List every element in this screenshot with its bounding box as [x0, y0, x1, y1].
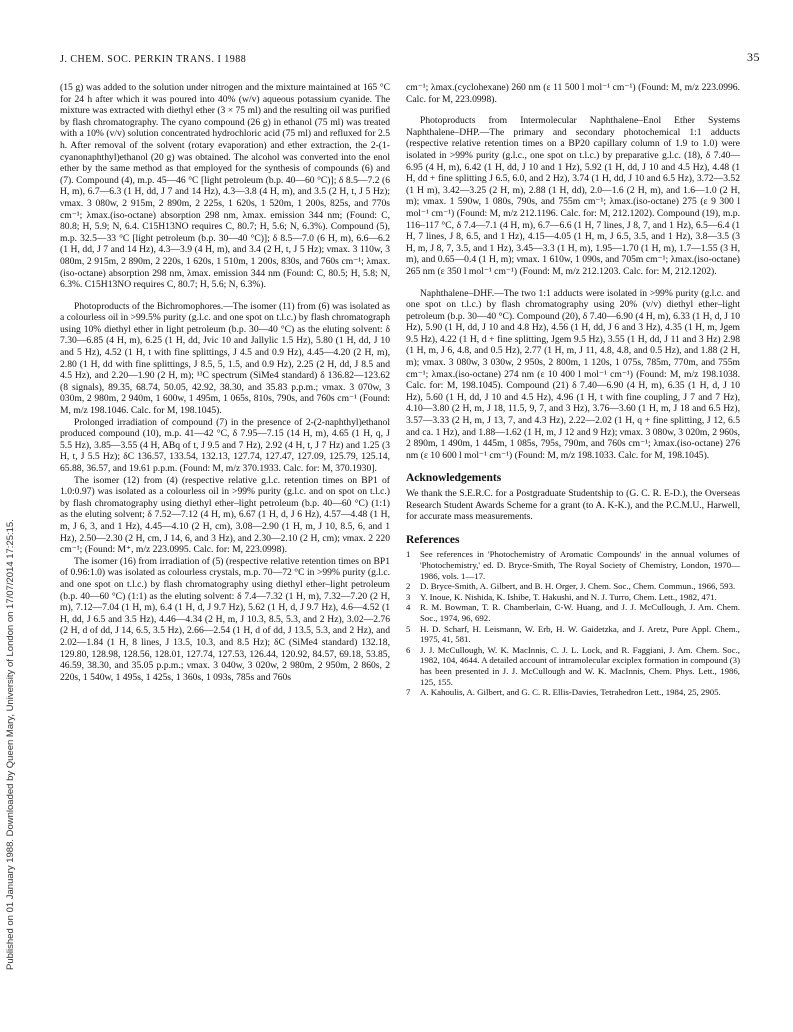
journal-name: J. CHEM. SOC. PERKIN TRANS. I 1988 [60, 54, 247, 65]
reference-text: D. Bryce-Smith, A. Gilbert, and B. H. Orger, J. Chem. Soc., Chem. Commun., 1966, 593. [420, 581, 736, 592]
download-notice [4, 70, 20, 970]
reference-item [406, 687, 740, 698]
reference-number: 1 [406, 549, 411, 560]
reference-item [406, 645, 740, 687]
left-column [60, 82, 390, 683]
reference-text: H. D. Scharf, H. Leismann, W. Erb, H. W. Gaidetzka, and J. Aretz, Pure Appl. Chem., 1975, 41, 581. [420, 623, 740, 645]
reference-number: 6 [406, 644, 411, 655]
reference-number: 2 [406, 581, 411, 592]
download-notice-text: Published on 01 January 1988. Downloaded by Queen Mary, University of London on 17/07/2014 17:25:15. [5, 519, 16, 970]
running-header [60, 50, 760, 70]
paragraph: The isomer (12) from (4) (respective relative g.l.c. retention times on BP1 of 1.0:0.97) was isolated as a colourless oil in >99% purity (g.l.c. and on spot on t.l.c.) by flash chromatography using diethyl ether–light petroleum (b.p. 40—60 °C) (1:1) as the eluting solvent; δ 7.52—7.12 (4 H, m), 6.67 (1 H, d, J 6 Hz), 4.57—4.48 (1 H, m, J 6, 3, and 1 Hz), 4.45—4.10 (2 H, cm), 3.08—2.90 (1 H, m, J 10, 8.5, 6, and 1 Hz), 2.50—2.30 (2 H, cm, J 14, 6, and 3 Hz), and 2.30—2.10 (2 H, cm); νmax. 2 220 cm⁻¹; (Found: M⁺, m/z 223.0995. Calc. for: M, 223.0998). [60, 474, 390, 556]
right-column [406, 82, 740, 698]
references-heading: References [406, 533, 460, 546]
acknowledgements-text: We thank the S.E.R.C. for a Postgraduate Studentship to (G. C. R. E-D.), the Overseas Research Student Awards Scheme for a grant (to A. K-K.), and the P.C.M.U., Harwell, for accurate mass measurements. [406, 488, 740, 523]
paragraph: Photoproducts from Intermolecular Naphthalene–Enol Ether Systems Naphthalene–DHP.—The primary and secondary photochemical 1:1 adducts (respective relative retention times on a BP20 capillary column of 1.9 to 1.0) were isolated in >99% purity (g.l.c., one spot on t.l.c.) by preparative g.l.c. (18), δ 7.40—6.95 (4 H, m), 6.42 (1 H, dd, J 10 and 1 Hz), 5.92 (1 H, dd, J 10 and 4.5 Hz), 4.48 (1 H, dd + fine splitting J 6.5, 6.0, and 2 Hz), 3.74 (1 H, dd, J 10 and 6.5 Hz), 3.72—3.52 (1 H m), 3.42—3.25 (2 H, m), 2.88 (1 H, dd), 2.0—1.6 (2 H, m), and 1.6—1.0 (2 H, m); νmax. 1 590w, 1 080s, 790s, and 755m cm⁻¹; λmax.(iso-octane) 275 (ε 9 300 l mol⁻¹ cm⁻¹) (Found: M, m/z 212.1196. Calc. for: M, 212.1202). Compound (19), m.p. 116–117 °C, δ 7.4—7.1 (4 H, m), 6.7—6.6 (1 H, 7 lines, J 8, 7, and 1 Hz), 6.5—6.4 (1 H, 7 lines, J 8, 6.5, and 1 Hz), 4.15—4.05 (1 H, m, J 6.5, 3.5, and 1 Hz), 3.8—3.5 (3 H, m, J 8, 7, 3.5, and 1 Hz), 3.45—3.3 (1 H, m), 1.95—1.70 (1 H, m), 1.7—1.55 (3 H, m), and 0.65—0.4 (1 H, m); νmax. 1 610w, 1 090s, and 705m cm⁻¹; λmax.(iso-octane) 265 nm (ε 350 l mol⁻¹ cm⁻¹) (Found: M, m/z 212.1203. Calc. for: M, 212.1202). [406, 115, 740, 277]
reference-number: 4 [406, 602, 411, 613]
paragraph: Naphthalene–DHF.—The two 1:1 adducts were isolated in >99% purity (g.l.c. and one spot on t.l.c.) by flash chromatography using 20% (v/v) diethyl ether–light petroleum (b.p. 30—40 °C). Compound (20), δ 7.40—6.90 (4 H, m), 6.33 (1 H, d, J 10 Hz), 5.90 (1 H, dd, J 10 and 4.8 Hz), 4.56 (1 H, dd, J 6 and 3 Hz), 4.35 (1 H, m, Jgem 9.5 Hz), 4.22 (1 H, d + fine splitting, Jgem 9.5 Hz), 3.55 (1 H, dd, J 11 and 3 Hz) 2.98 (1 H, m, J 6, 4.8, and 0.5 Hz), 2.77 (1 H, m, J 11, 4.8, 4.8, and 0.5 Hz), and 1.88 (2 H, m); νmax. 3 080w, 3 030w, 2 950s, 2 800m, 1 120s, 1 075s, 785m, 770m, and 755m cm⁻¹; λmax.(iso-octane) 274 nm (ε 10 400 l mol⁻¹ cm⁻¹) (Found: M, m/z 198.1038. Calc. for: M, 198.1045). Compound (21) δ 7.40—6.90 (4 H, m), 6.35 (1 H, d, J 10 Hz), 5.60 (1 H, dd, J 10 and 4.5 Hz), 4.96 (1 H, t with fine coupling, J 7 and 7 Hz), 4.10—3.80 (2 H, m, J 18, 11.5, 9, 7, and 3 Hz), 3.76—3.60 (1 H, m, J 18 and 6.5 Hz), 3.57—3.33 (2 H, m, J 13, 7, and 4.3 Hz), 2.22—2.02 (1 H, q + fine splitting, J 12, 6.5 and ca. 1 Hz), and 1.88—1.62 (1 H, m, J 12 and 9 Hz); νmax. 3 080w, 3 020m, 2 960s, 2 890m, 1 490m, 1 445m, 1 085s, 795s, 790m, and 760s cm⁻¹; λmax.(iso-octane) 276 nm (ε 10 600 l mol⁻¹ cm⁻¹) (Found: M, m/z 198.1033. Calc. for M, 198.1045). [406, 287, 740, 461]
reference-number: 5 [406, 623, 411, 634]
reference-text: R. M. Bowman, T. R. Chamberlain, C-W. Huang, and J. J. McCullough, J. Am. Chem. Soc., 1974, 96, 692. [420, 602, 740, 623]
acknowledgements-heading: Acknowledgements [406, 472, 502, 485]
reference-text: See references in 'Photochemistry of Aromatic Compounds' in the annual volumes of 'Photochemistry,' ed. D. Bryce-Smith, The Royal Society of Chemistry, London, 1970—1986, vols. 1—17. [420, 549, 740, 581]
reference-item [406, 549, 740, 581]
paragraph: cm⁻¹; λmax.(cyclohexane) 260 nm (ε 11 500 l mol⁻¹ cm⁻¹) (Found: M, m/z 223.0996. Calc. for M, 223.0998). [406, 82, 740, 105]
reference-item [406, 602, 740, 623]
reference-text: Y. Inoue, K. Nishida, K. Ishibe, T. Hakushi, and N. J. Turro, Chem. Lett., 1982, 471. [420, 591, 717, 602]
reference-item [406, 624, 740, 645]
reference-number: 3 [406, 591, 411, 602]
reference-item [406, 581, 740, 592]
reference-list [406, 549, 740, 697]
reference-number: 7 [406, 687, 411, 698]
reference-item [406, 592, 740, 603]
paragraph: Prolonged irradiation of compound (7) in the presence of 2-(2-naphthyl)ethanol produced compound (10), m.p. 41—42 °C, δ 7.95—7.15 (14 H, m), 4.65 (1 H, q, J 5.5 Hz), 3.85—3.55 (4 H, ABq of t, J 9.5 and 7 Hz), 2.92 (4 H, t, J 7 Hz) and 1.25 (3 H, t, J 5.5 Hz); δC 136.57, 133.54, 132.13, 127.74, 127.47, 127.09, 125.79, 125.14, 65.88, 36.57, and 19.61 p.p.m. (Found: M, m/z 370.1933. Calc. for: M, 370.1930]. [60, 416, 390, 474]
paragraph: Photoproducts of the Bichromophores.—The isomer (11) from (6) was isolated as a colourless oil in >99.5% purity (g.l.c. and one spot on t.l.c.) by flash chromatograph using 10% diethyl ether in light petroleum (b.p. 30—40 °C) as the eluting solvent: δ 7.30—6.85 (4 H, m), 6.25 (1 H, dd, Jvic 10 and Jallylic 1.5 Hz), 5.80 (1 H, dd, J 10 and 5 Hz), 4.52 (1 H, t with fine splittings, J 4.5 and 0.9 Hz), 4.45—4.20 (2 H, m), 2.80 (1 H, dd with fine splittings, J 8.5, 5, 1.5, and 0.9 Hz), 2.25 (2 H, dd, J 8.5 and 4.5 Hz), and 2.20—1.90 (2 H, m); ¹³C spectrum (SiMe4 standard) δ 136.82—123.62 (8 signals), 89.35, 68.74, 50.05, 42.92, 38.30, and 35.83 p.p.m.; νmax. 3 070w, 3 030m, 2 980m, 2 940m, 1 600w, 1 495m, 1 065s, 810s, 790s, and 760s cm⁻¹ (Found: M, m/z 198.1046. Calc. for M, 198.1045). [60, 300, 390, 417]
page-number: 35 [747, 50, 760, 64]
reference-text: J. J. McCullough, W. K. MacInnis, C. J. L. Lock, and R. Faggiani, J. Am. Chem. Soc., 1982, 104, 4644. A detailed account of intramolecular exciplex formation in compound (3) has been presented in J. J. McCullough and W. K. MacInnis, Chem. Phys. Lett., 1986, 125, 155. [420, 644, 740, 687]
reference-text: A. Kahoulis, A. Gilbert, and G. C. R. Ellis-Davies, Tetrahedron Lett., 1984, 25, 2905. [420, 687, 721, 698]
paragraph: (15 g) was added to the solution under nitrogen and the mixture maintained at 165 °C for 24 h after which it was poured into 40% (w/v) aqueous potassium cyanide. The mixture was extracted with diethyl ether (3 × 75 ml) and the resulting oil was purified by flash chromatography. The cyano compound (26 g) in ethanol (75 ml) was treated with a 10% (v/v) solution concentrated hydrochloric acid (75 ml) and refluxed for 2.5 h. After removal of the solvent (rotary evaporation) and ether extraction, the 2-(1-cyanonaphthyl)ethanol (20 g) was obtained. The alcohol was converted into the enol ether by the same method as that employed for the synthesis of compounds (6) and (7). Compound (4), m.p. 45—46 °C [light petroleum (b.p. 40—60 °C)]; δ 8.5—7.2 (6 H, m), 6.7—6.3 (1 H, dd, J 7 and 14 Hz), 4.3—3.8 (4 H, m), and 3.5 (2 H, t, J 5 Hz); νmax. 3 080w, 2 915m, 2 890m, 2 225s, 1 620s, 1 520m, 1 200s, 825s, and 770s cm⁻¹; λmax.(iso-octane) absorption 298 nm, λmax. emission 344 nm; (Found: C, 80.8; H, 5.9; N, 6.4. C15H13NO requires C, 80.7; H, 5.6; N, 6.3%). Compound (5), m.p. 32.5—33 °C [light petroleum (b.p. 30—40 °C)]; δ 8.5—7.0 (6 H, m), 6.6—6.2 (1 H, dd, J 7 and 14 Hz), 4.3—3.9 (4 H, m), and 3.4 (2 H, t, J 5 Hz); νmax. 3 110w, 3 080m, 2 915m, 2 890m, 2 220s, 1 620s, 1 510m, 1 200s, 830s, and 760s cm⁻¹; λmax.(iso-octane) absorption 298 nm, λmax. emission 344 nm (Found: C, 80.5; H, 5.8; N, 6.3%. C15H13NO requires C, 80.7; H, 5.6; N, 6.3%). [60, 82, 390, 291]
paragraph: The isomer (16) from irradiation of (5) (respective relative retention times on BP1 of 0.96:1.0) was isolated as colourless crystals, m.p. 70—72 °C in >99% purity (g.l.c. and one spot on t.l.c.) by flash chromatography using diethyl ether–light petroleum (b.p. 40—60 °C) (1:1) as the eluting solvent: δ 7.4—7.32 (1 H, m), 7.32—7.20 (2 H, m), 7.12—7.04 (1 H, m), 6.4 (1 H, d, J 9.7 Hz), 5.62 (1 H, d, J 9.7 Hz), 4.6—4.52 (1 H, dd, J 6.5 and 3.5 Hz), 4.46—4.34 (2 H, m, J 10.3, 8.5, 5.3, and 2 Hz), 3.02—2.76 (2 H, d of dd, J 14, 6.5, 3.5 Hz), 2.66—2.54 (1 H, d of dd, J 13.5, 5.3, and 2 Hz), and 2.02—1.84 (1 H, 8 lines, J 13.5, 10.3, and 8.5 Hz); δC (SiMe4 standard) 132.18, 129.80, 128.98, 128.56, 128.01, 127.74, 127.53, 126.44, 120.92, 84.57, 69.18, 53.85, 46.59, 38.30, and 35.05 p.p.m.; νmax. 3 040w, 3 020w, 2 980m, 2 950m, 2 860s, 2 220s, 1 540w, 1 495s, 1 425s, 1 360s, 1 093s, 785s and 760s [60, 555, 390, 683]
